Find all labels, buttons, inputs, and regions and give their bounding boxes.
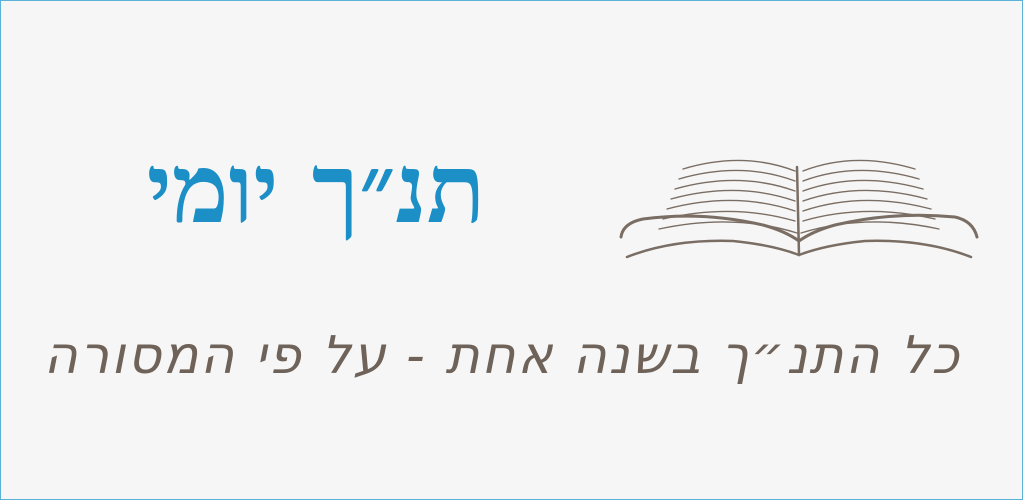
site-tagline: כל התנ״ך בשנה אחת - על פי המסורה: [43, 326, 961, 386]
book-pages-right: [801, 160, 939, 233]
book-spine: [797, 167, 799, 255]
book-base-right: [799, 241, 971, 257]
book-base-left: [627, 241, 799, 257]
open-book-icon: [613, 141, 985, 263]
book-pages-left: [659, 160, 797, 233]
book-cover-right: [799, 215, 977, 241]
site-title: תנ״ך יומי: [146, 132, 486, 245]
book-cover-left: [621, 216, 799, 241]
